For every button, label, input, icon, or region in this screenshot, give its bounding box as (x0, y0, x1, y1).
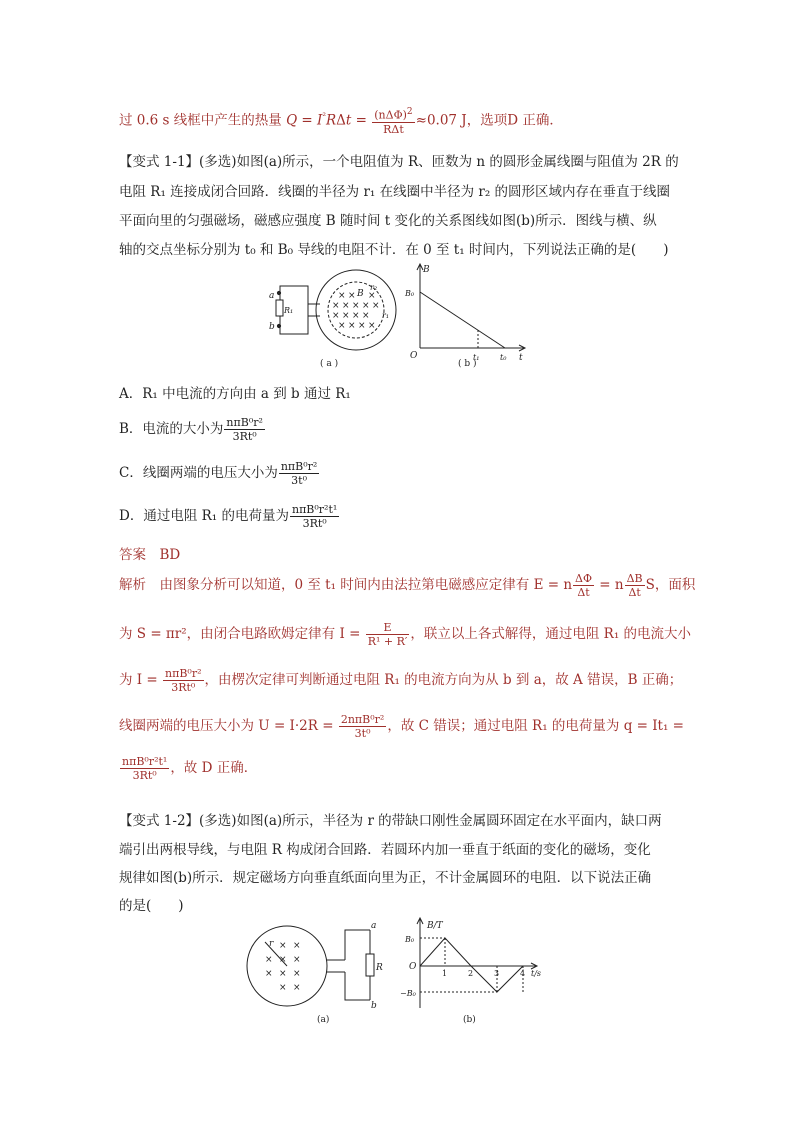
q1-line-4: 轴的交点坐标分别为 t₀ 和 B₀ 导线的电阻不计．在 0 至 t₁ 时间内，下列说法正确的是( ) (119, 242, 669, 258)
svg-text:×: × (279, 941, 287, 951)
svg-text:×: × (368, 291, 376, 301)
terminal-b-label: b (269, 322, 275, 332)
svg-text:×: × (348, 291, 356, 301)
analysis-line-2: 为 S = πr²，由闭合电路欧姆定律有 I = $\frac{E}{\text{R¹ + R′}}$ ，联立以上各式解得，通过电阻 R₁ 的电流大小 (119, 621, 692, 648)
radius-r2-label: r₂ (370, 283, 378, 292)
b0-label: B₀ (405, 289, 415, 298)
heat-fraction: $\frac{(n\Delta\Phi)^2}{\text{RΔt}}$ (374, 107, 413, 136)
svg-text:×: × (332, 301, 340, 311)
svg-text:×: × (293, 941, 301, 951)
resistor-r1-label: R₁ (284, 306, 294, 315)
svg-text:×: × (348, 321, 356, 331)
axis-t-label: t (519, 353, 523, 363)
svg-text:×: × (279, 955, 287, 965)
caption-2b: (b) (463, 1015, 476, 1025)
q1-line-1: 【变式 1-1】(多选)如图(a)所示，一个电阻值为 R、匝数为 n 的圆形金属线圈与阻值为 2R 的 (119, 154, 679, 170)
origin-label: O (410, 351, 418, 361)
q2-line-4: 的是( ) (119, 898, 184, 914)
b-t-line (420, 292, 505, 348)
caption-b: ( b ) (458, 359, 477, 369)
field-b-label: B (357, 289, 364, 299)
analysis-line-3: 为 I = $\frac{\text{nπB⁰r²}}{\text{3Rt⁰}}$ ，由楞次定律可判断通过电阻 R₁ 的电流方向为从 b 到 a，故 A 错误，B 正确； (119, 667, 683, 694)
axis-b-label: B (423, 265, 430, 275)
svg-text:×: × (279, 983, 287, 993)
figure-1b-graph (417, 264, 525, 351)
axis-t-label-2: t/s (531, 969, 542, 978)
terminal-b-label-2: b (371, 1001, 377, 1011)
svg-text:×: × (338, 321, 346, 331)
caption-a: ( a ) (320, 359, 339, 369)
origin-label-2: O (409, 962, 417, 972)
figure-1 (260, 262, 540, 372)
radius-r-label: r (269, 939, 274, 949)
q1-line-3: 平面向里的匀强磁场，磁感应强度 B 随时间 t 变化的关系图线如图(b)所示．图线与横、纵 (119, 213, 657, 229)
tick-2: 2 (468, 969, 474, 978)
option-a: A．R₁ 中电流的方向由 a 到 b 通过 R₁ (119, 386, 351, 402)
t1-label: t₁ (473, 353, 480, 362)
b-t-curve (420, 938, 526, 992)
magnetic-field-crosses (332, 291, 380, 331)
analysis-line-1: 解析 由图象分析可以知道，0 至 t₁ 时间内由法拉第电磁感应定律有 E = n $\frac{\Delta\Phi}{\Delta t}$ = n $\frac{\Delta B}{\Delta t}$ S，面积 (119, 572, 696, 599)
svg-text:×: × (332, 311, 340, 321)
caption-2a: (a) (317, 1015, 330, 1025)
svg-text:×: × (362, 311, 370, 321)
tick-3: 3 (494, 969, 500, 978)
radius-r1-label: r₁ (382, 311, 390, 320)
tick-4: 4 (520, 969, 526, 978)
svg-text:×: × (265, 969, 273, 979)
svg-text:×: × (358, 321, 366, 331)
axis-b-label-2: B/T (427, 921, 443, 931)
svg-text:×: × (293, 955, 301, 965)
q2-line-1: 【变式 1-2】(多选)如图(a)所示，半径为 r 的带缺口刚性金属圆环固定在水平面内，缺口两 (119, 813, 662, 829)
carryover-line: 过 0.6 s 线框中产生的热量 $Q = I^{^2}R\Delta t$ = $\frac{(n\Delta\Phi)^2}{\text{RΔt}}$ ≈0.07 J，选项D 正确． (119, 107, 563, 136)
q2-line-3: 规律如图(b)所示．规定磁场方向垂直纸面向里为正，不计金属圆环的电阻．以下说法正确 (119, 870, 652, 886)
q2-line-2: 端引出两根导线，与电阻 R 构成闭合回路．若圆环内加一垂直于纸面的变化的磁场，变化 (119, 842, 651, 858)
terminal-a-label-2: a (371, 921, 377, 931)
figure-2 (245, 918, 555, 1033)
svg-text:×: × (372, 301, 380, 311)
b0-label-2: B₀ (405, 935, 415, 944)
option-c: C．线圈两端的电压大小为 $\frac{\text{nπB⁰r²}}{\text{3t⁰}}$ (119, 460, 318, 487)
svg-text:×: × (293, 983, 301, 993)
answer: 答案 BD (119, 547, 181, 563)
svg-text:×: × (362, 301, 370, 311)
terminal-a-label: a (269, 291, 275, 301)
svg-text:×: × (352, 311, 360, 321)
option-b: B．电流的大小为 $\frac{\text{nπB⁰r²}}{\text{3Rt⁰}}$ (119, 416, 263, 443)
t0-label: t₀ (500, 353, 507, 362)
neg-b0-label: −B₀ (400, 989, 416, 998)
resistor-r-label: R (376, 963, 383, 973)
svg-text:×: × (338, 291, 346, 301)
svg-text:×: × (293, 969, 301, 979)
svg-text:×: × (279, 969, 287, 979)
tick-1: 1 (442, 969, 448, 978)
analysis-line-5: $\frac{\text{nπB⁰r²t¹}}{\text{3Rt⁰}}$ ，故 D 正确． (122, 755, 258, 782)
svg-text:×: × (368, 321, 376, 331)
svg-text:×: × (342, 311, 350, 321)
svg-text:×: × (265, 955, 273, 965)
svg-text:×: × (342, 301, 350, 311)
q1-line-2: 电阻 R₁ 连接成闭合回路．线圈的半径为 r₁ 在线圈中半径为 r₂ 的圆形区域内存在垂直于线圈 (119, 184, 671, 200)
figure-2a-circuit (247, 926, 374, 1006)
analysis-line-4: 线圈两端的电压大小为 U = I·2R = $\frac{\text{2nπB⁰r²}}{\text{3t⁰}}$ ，故 C 错误；通过电阻 R₁ 的电荷量为 q = It₁ = (119, 713, 684, 740)
option-d: D．通过电阻 R₁ 的电荷量为 $\frac{\text{nπB⁰r²t¹}}{\text{3Rt⁰}}$ (119, 503, 338, 530)
figure-2b-graph (417, 918, 537, 1008)
svg-text:×: × (352, 301, 360, 311)
